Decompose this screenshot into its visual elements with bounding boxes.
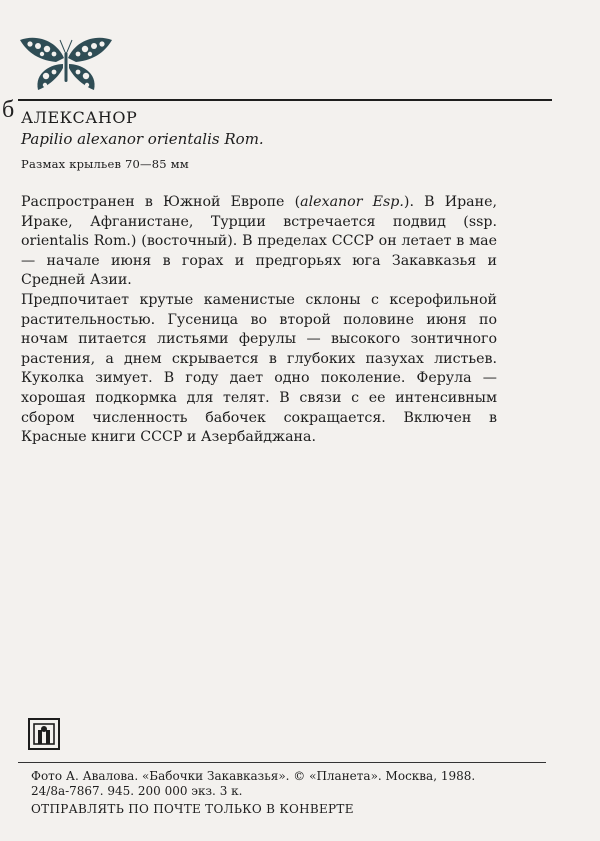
species-title: АЛЕКСАНОР [21,108,138,127]
description-paragraph-2: Предпочитает крутые каменистые склоны с ксерофильной растительностью. Гусеница во второй половине июня по ночам питается листьями ферулы — высокого зонтичного растения, а днем скрывается в глубоких пазухах листьев. Куколка зимует. В году дает одно поколение. Ферула — хорошая подкормка для телят. В связи с ее интенсивным сбором численность бабочек сокращается. Включен в Красные книги СССР и Азербайджана. [21,291,497,446]
wingspan-text: Размах крыльев 70—85 мм [21,157,189,171]
corner-mark: б [2,97,15,123]
publisher-logo-icon [28,718,60,750]
latin-name: Papilio alexanor orientalis Rom. [21,130,264,148]
publication-credits [31,769,475,799]
description-fragment: ). В Иране, Ираке, Афганистане, Турции встречается подвид (ssp. orientalis Rom.) (восточный). В пределах СССР он летает в мае — начале июня в горах и предгорьях юга Закавказья и Средней Азии. [21,194,498,289]
description-fragment: Распространен в Южной Европе ( [21,194,301,210]
credits-line-2: 24/8а-7867. 945. 200 000 экз. 3 к. [31,784,243,798]
credits-line-1: Фото А. Авалова. «Бабочки Закавказья». © «Планета». Москва, 1988. [31,769,476,783]
bottom-divider [18,762,546,763]
top-divider [18,99,552,101]
butterfly-logo-icon [16,34,116,94]
mailing-instruction: ОТПРАВЛЯТЬ ПО ПОЧТЕ ТОЛЬКО В КОНВЕРТЕ [31,802,354,816]
description-paragraph-1 [21,193,497,291]
description-fragment-italic: alexanor Esp. [300,194,404,210]
description [21,193,497,448]
